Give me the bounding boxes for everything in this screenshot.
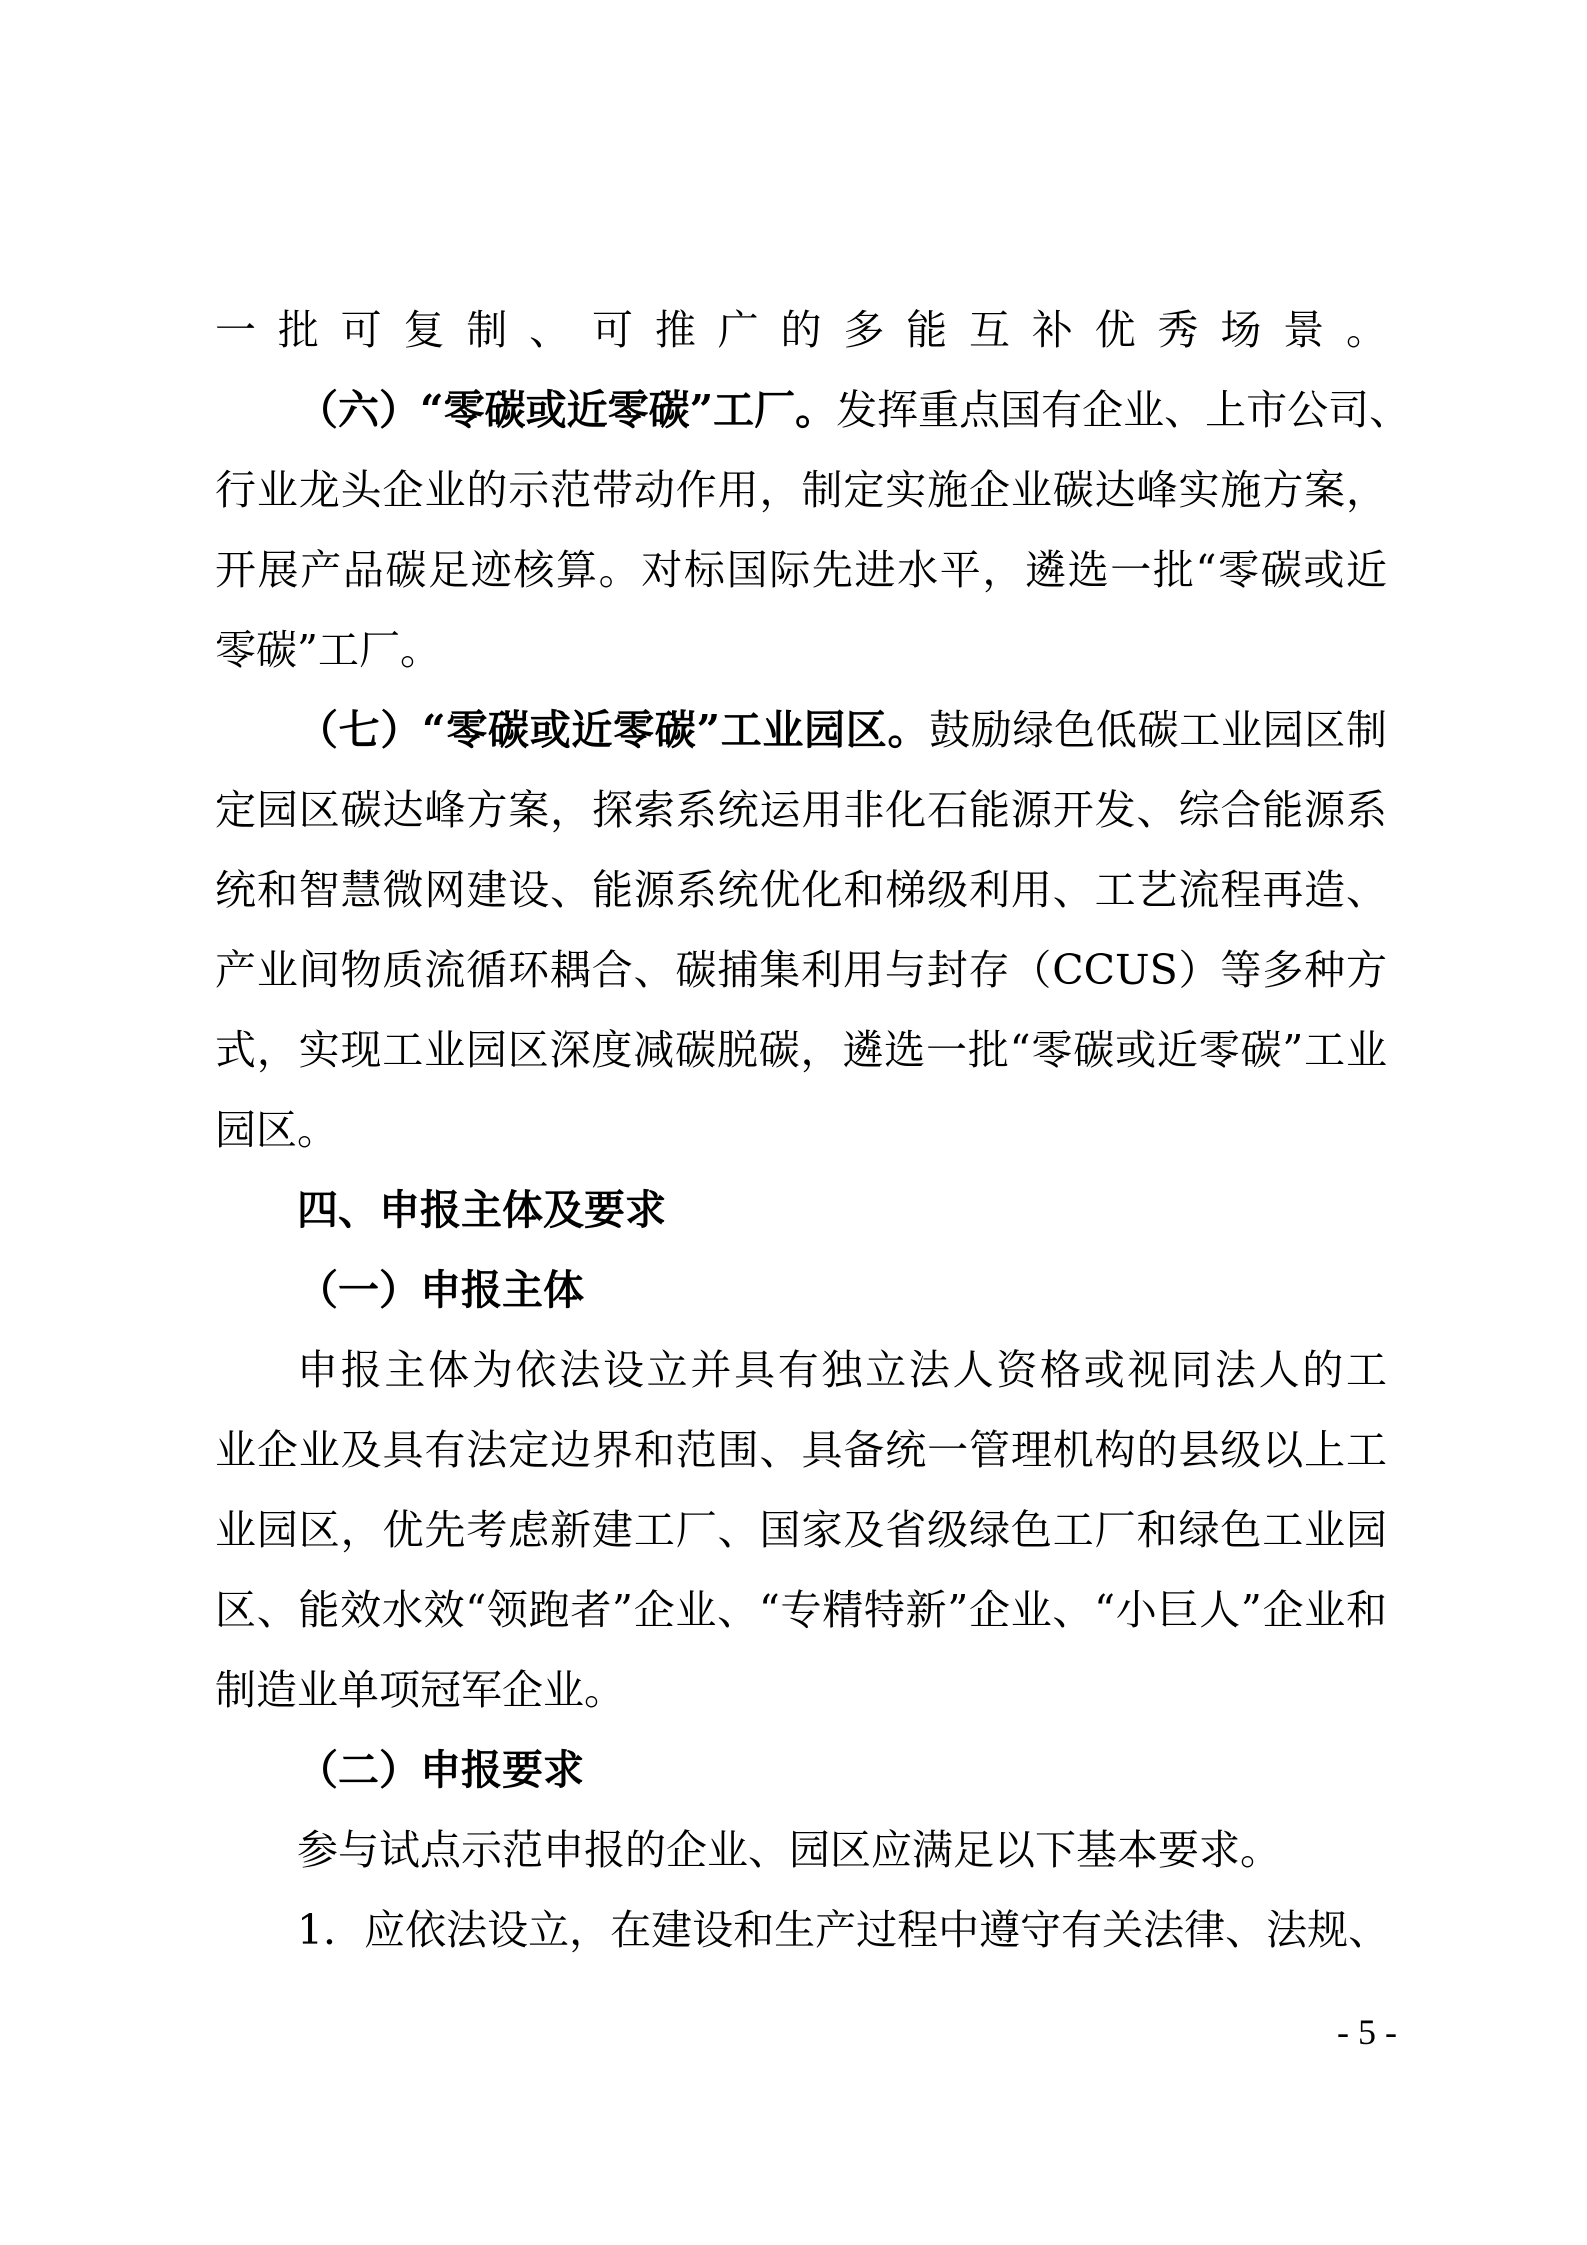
section-7-heading: （七）“零碳或近零碳”工业园区。	[297, 706, 930, 754]
paragraph-line: 业企业及具有法定边界和范围、具备统一管理机构的县级以上工	[215, 1426, 1387, 1474]
paragraph-line: 定园区碳达峰方案，探索系统运用非化石能源开发、综合能源系	[215, 786, 1387, 834]
paragraph-line: 统和智慧微网建设、能源系统优化和梯级利用、工艺流程再造、	[215, 866, 1387, 914]
section-heading-4: 四、申报主体及要求	[297, 1186, 666, 1234]
section-6-text: 发挥重点国有企业、上市公司、	[836, 386, 1411, 434]
paragraph-line: 参与试点示范申报的企业、园区应满足以下基本要求。	[297, 1826, 1281, 1874]
paragraph-line: 制造业单项冠军企业。	[215, 1666, 625, 1714]
subsection-heading-2: （二）申报要求	[297, 1746, 584, 1794]
paragraph-line: 式，实现工业园区深度减碳脱碳，遴选一批“零碳或近零碳”工业	[215, 1026, 1387, 1074]
paragraph-line: 业园区，优先考虑新建工厂、国家及省级绿色工厂和绿色工业园	[215, 1506, 1387, 1554]
paragraph-line: 1．应依法设立，在建设和生产过程中遵守有关法律、法规、	[297, 1906, 1390, 1954]
section-6-heading: （六）“零碳或近零碳”工厂。	[297, 386, 837, 434]
paragraph-line: 零碳”工厂。	[215, 626, 441, 674]
section-7-line	[297, 705, 1387, 755]
paragraph-line: 开展产品碳足迹核算。对标国际先进水平，遴选一批“零碳或近	[215, 546, 1387, 594]
page-number: - 5 -	[1337, 2012, 1397, 2052]
paragraph-line: 行业龙头企业的示范带动作用，制定实施企业碳达峰实施方案，	[215, 466, 1387, 514]
paragraph-line: 区、能效水效“领跑者”企业、“专精特新”企业、“小巨人”企业和	[215, 1586, 1387, 1634]
paragraph-line: 申报主体为依法设立并具有独立法人资格或视同法人的工	[297, 1346, 1387, 1394]
section-6-line	[297, 385, 1411, 435]
subsection-heading-1: （一）申报主体	[297, 1266, 584, 1314]
paragraph-line: 产业间物质流循环耦合、碳捕集利用与封存（CCUS）等多种方	[215, 946, 1387, 994]
paragraph-line: 一批可复制、可推广的多能互补优秀场景。	[215, 306, 1387, 354]
section-7-text: 鼓励绿色低碳工业园区制	[929, 706, 1387, 754]
paragraph-line: 园区。	[215, 1106, 338, 1154]
